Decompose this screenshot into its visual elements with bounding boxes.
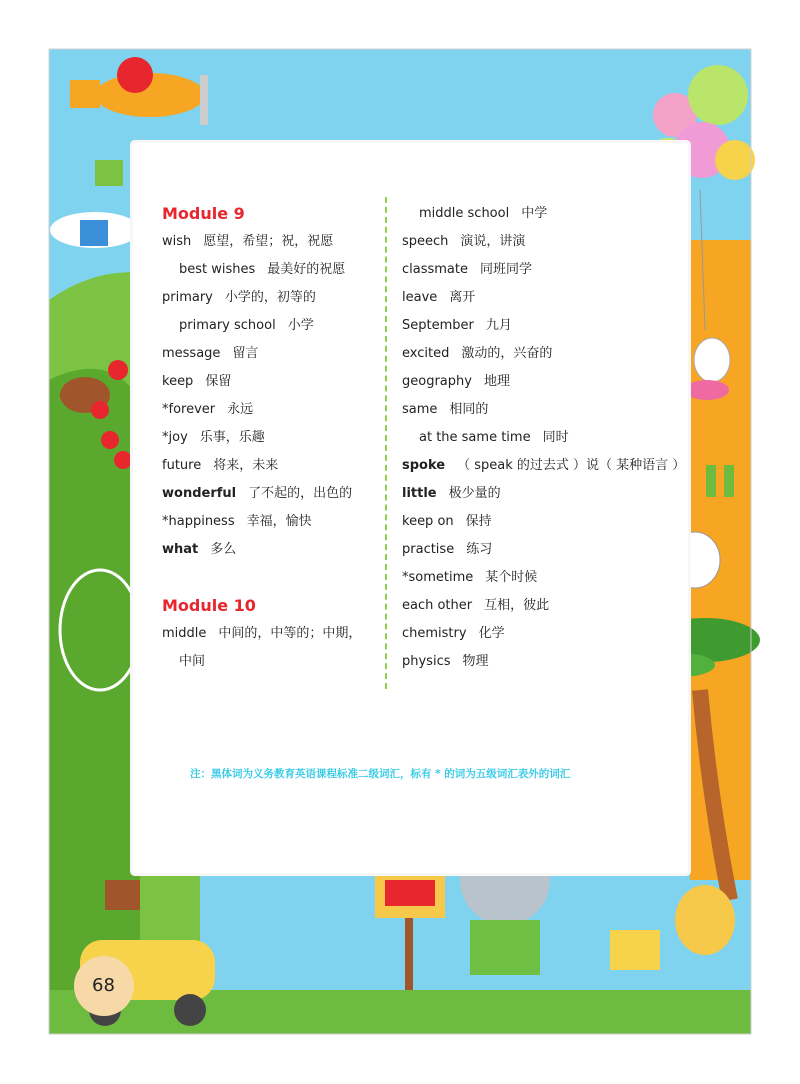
vocab-entry — [162, 396, 382, 424]
vocab-word: middle school — [419, 206, 510, 221]
vocab-entry — [162, 312, 382, 340]
vocab-entry — [402, 368, 692, 396]
footnote: 注：黑体词为义务教育英语课程标准二级词汇，标有 * 的词为五级词汇表外的词汇 — [190, 768, 571, 780]
vocab-meaning: 小学 — [287, 318, 314, 333]
vocab-word: keep — [162, 374, 194, 389]
vocab-entry — [402, 648, 692, 676]
vocab-word: keep on — [402, 514, 454, 529]
vocab-word: *joy — [162, 430, 188, 445]
vocab-word: wish — [162, 234, 192, 249]
vocab-meaning: 化学 — [478, 626, 505, 641]
vocab-meaning: （ speak 的过去式 ）说（ 某种语言 ） — [457, 458, 686, 473]
vocab-entry — [402, 508, 692, 536]
vocab-meaning: 物理 — [462, 654, 489, 669]
left-vocab-column — [162, 200, 382, 676]
vocab-entry — [162, 648, 382, 676]
vocab-meaning: 中学 — [521, 206, 548, 221]
vocab-entry — [402, 340, 692, 368]
vocab-word: little — [402, 486, 437, 501]
vocab-meaning: 保持 — [465, 514, 492, 529]
vocab-entry — [402, 480, 692, 508]
vocab-meaning: 同时 — [542, 430, 569, 445]
vocab-word: physics — [402, 654, 451, 669]
vocab-word: spoke — [402, 458, 446, 473]
vocab-entry — [162, 480, 382, 508]
vocab-word: September — [402, 318, 474, 333]
vocab-word: leave — [402, 290, 438, 305]
vocab-meaning: 极少量的 — [448, 486, 501, 501]
vocab-word: practise — [402, 542, 455, 557]
vocab-entry — [402, 256, 692, 284]
spacer — [162, 564, 382, 592]
vocab-entry — [402, 620, 692, 648]
vocab-word: each other — [402, 598, 473, 613]
vocab-word: message — [162, 346, 221, 361]
vocab-word: classmate — [402, 262, 468, 277]
puzzle-piece — [80, 220, 108, 246]
vocab-entry — [162, 424, 382, 452]
vocab-meaning: 永远 — [227, 402, 254, 417]
vocab-entry — [162, 536, 382, 564]
vocab-meaning: 乐事，乐趣 — [199, 430, 265, 445]
vocab-word: what — [162, 542, 199, 557]
vocab-meaning: 愿望，希望；祝，祝愿 — [203, 234, 334, 249]
vocab-entry — [402, 396, 692, 424]
vocab-entry — [402, 592, 692, 620]
vocab-meaning: 离开 — [449, 290, 476, 305]
vocab-meaning: 留言 — [232, 346, 259, 361]
vocab-entry — [162, 228, 382, 256]
balloon — [715, 140, 755, 180]
vocab-entry — [162, 620, 382, 648]
vocab-meaning: 演说，讲演 — [460, 234, 526, 249]
vocab-entry — [162, 452, 382, 480]
vocab-entry — [402, 284, 692, 312]
module-heading: Module 10 — [162, 596, 256, 615]
mouse — [694, 338, 730, 382]
vocab-word: primary — [162, 290, 213, 305]
right-vocab-column — [402, 200, 692, 676]
vocab-meaning: 小学的，初等的 — [224, 290, 316, 305]
vocab-meaning: 了不起的，出色的 — [248, 486, 353, 501]
vocab-meaning: 中间的，中等的；中期， — [218, 626, 362, 641]
vocab-meaning: 保留 — [205, 374, 232, 389]
vocab-entry — [402, 452, 692, 480]
puzzle-piece — [95, 160, 123, 186]
vocab-word: *happiness — [162, 514, 235, 529]
vocab-word: best wishes — [179, 262, 256, 277]
vocab-entry — [162, 508, 382, 536]
page-number: 68 — [92, 975, 115, 996]
vocab-entry — [402, 200, 692, 228]
vocab-word: *sometime — [402, 570, 474, 585]
vocab-entry — [402, 564, 692, 592]
vocab-word: wonderful — [162, 486, 237, 501]
vocab-meaning: 激动的，兴奋的 — [461, 346, 553, 361]
vocab-word: speech — [402, 234, 449, 249]
vocab-meaning: 幸福，愉快 — [246, 514, 312, 529]
vocab-entry — [402, 424, 692, 452]
vocab-entry — [402, 536, 692, 564]
vocab-word: primary school — [179, 318, 276, 333]
vocab-meaning: 九月 — [485, 318, 512, 333]
vocab-word: middle — [162, 626, 207, 641]
vocab-meaning: 相同的 — [449, 402, 489, 417]
vocab-entry — [162, 340, 382, 368]
vocab-word: chemistry — [402, 626, 467, 641]
balloon — [688, 65, 748, 125]
vocab-entry — [402, 312, 692, 340]
vocab-word: *forever — [162, 402, 216, 417]
vocab-meaning: 将来，未来 — [213, 458, 279, 473]
vocab-entry — [162, 256, 382, 284]
vocab-word: geography — [402, 374, 472, 389]
vocab-word: future — [162, 458, 202, 473]
vocab-entry — [162, 368, 382, 396]
vocab-meaning: 同班同学 — [480, 262, 533, 277]
column-divider — [385, 197, 387, 689]
vocab-entry — [162, 284, 382, 312]
vocab-meaning: 某个时候 — [485, 570, 538, 585]
vocab-entry — [402, 228, 692, 256]
vocab-meaning: 中间 — [179, 654, 206, 669]
vocab-meaning: 地理 — [483, 374, 510, 389]
vocab-word: at the same time — [419, 430, 531, 445]
vocab-meaning: 练习 — [466, 542, 493, 557]
vocab-meaning: 最美好的祝愿 — [267, 262, 346, 277]
vocab-meaning: 互相，彼此 — [484, 598, 550, 613]
vocab-word: same — [402, 402, 438, 417]
vocab-meaning: 多么 — [210, 542, 237, 557]
module-heading: Module 9 — [162, 204, 245, 223]
vocab-word: excited — [402, 346, 450, 361]
